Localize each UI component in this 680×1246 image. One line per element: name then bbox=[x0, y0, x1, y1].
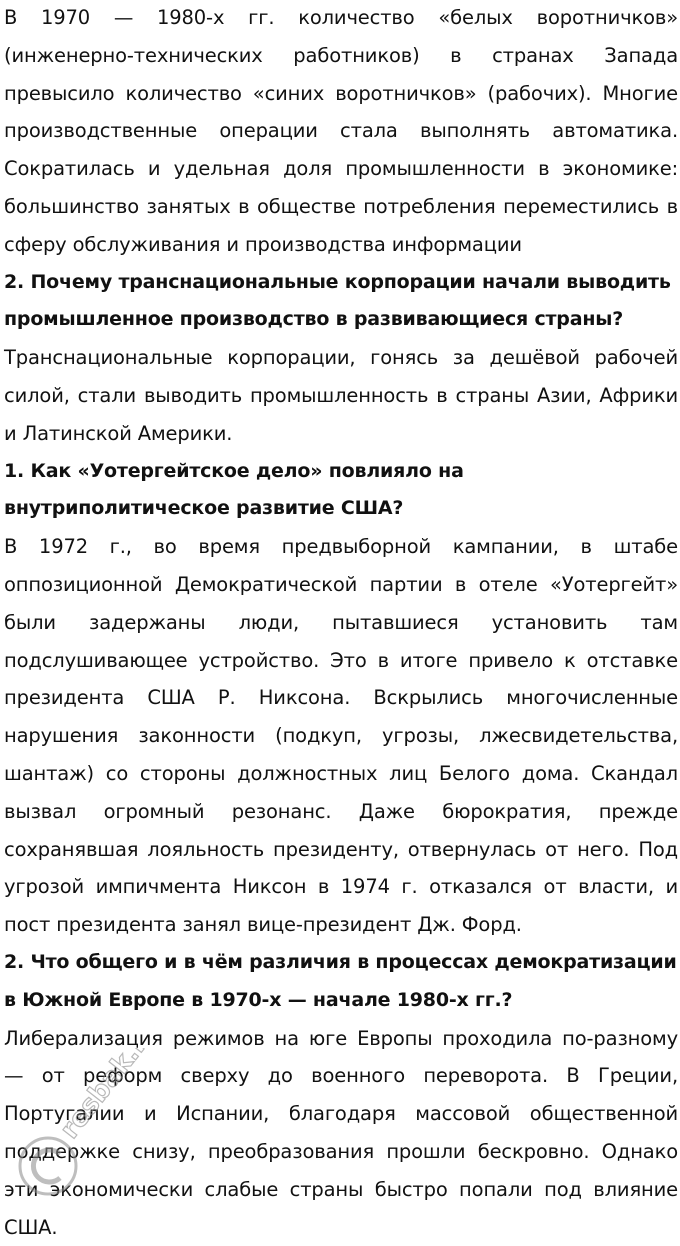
paragraph-tnc-answer: Транснациональные корпорации, гонясь за дешёвой рабочей силой, стали выводить промышленность в страны Азии, Африки и Латинской Америки. bbox=[4, 346, 678, 445]
paragraph-white-collar: В 1970 — 1980-х гг. количество «белых воротничков» (инженерно-технических работников) в странах Запада превысило количество «синих воротничков» (рабочих). Многие производственные операции стала выполнять автоматика. Сократилась и удельная доля промышленности в экономике: большинство занятых в обществе потребления переместились в сферу обслуживания и производства информации bbox=[4, 6, 678, 256]
paragraph-watergate-answer: В 1972 г., во время предвыборной кампании, в штабе оппозиционной Демократической партии в отеле «Уотергейт» были задержаны люди, пытавшиеся установить там подслушивающее устройство. Это в итоге привело к отставке президента США Р. Никсона. Вскрылись многочисленные нарушения законности (подкуп, угрозы, лжесвидетельства, шантаж) со стороны должностных лиц Белого дома. Скандал вызвал огромный резонанс. Даже бюрократия, прежде сохранявшая лояльность президенту, отвернулась от него. Под угрозой импичмента Никсон в 1974 г. отказался от власти, и пост президента занял вице-президент Дж. Форд. bbox=[4, 535, 678, 937]
document-page bbox=[4, 0, 678, 1246]
watermark-text: resbak.ru bbox=[54, 1048, 165, 1145]
question-heading-tnc: 2. Почему транснациональные корпорации начали выводить промышленное производство в развивающиеся страны? bbox=[4, 270, 671, 331]
question-heading-south-europe: 2. Что общего и в чём различия в процессах демократизации в Южной Европе в 1970-х — начале 1980-х гг.? bbox=[4, 950, 677, 1011]
paragraph-south-europe-answer: Либерализация режимов на юге Европы проходила по-разному — от реформ сверху до военного переворота. В Греции, Португалии и Испании, благодаря массовой общественной поддержке снизу, преобразования прошли бескровно. Однако эти экономически слабые страны быстро попали под влияние США. bbox=[4, 1026, 678, 1239]
question-heading-watergate: 1. Как «Уотергейтское дело» повлияло на внутриполитическое развитие США? bbox=[4, 459, 464, 520]
